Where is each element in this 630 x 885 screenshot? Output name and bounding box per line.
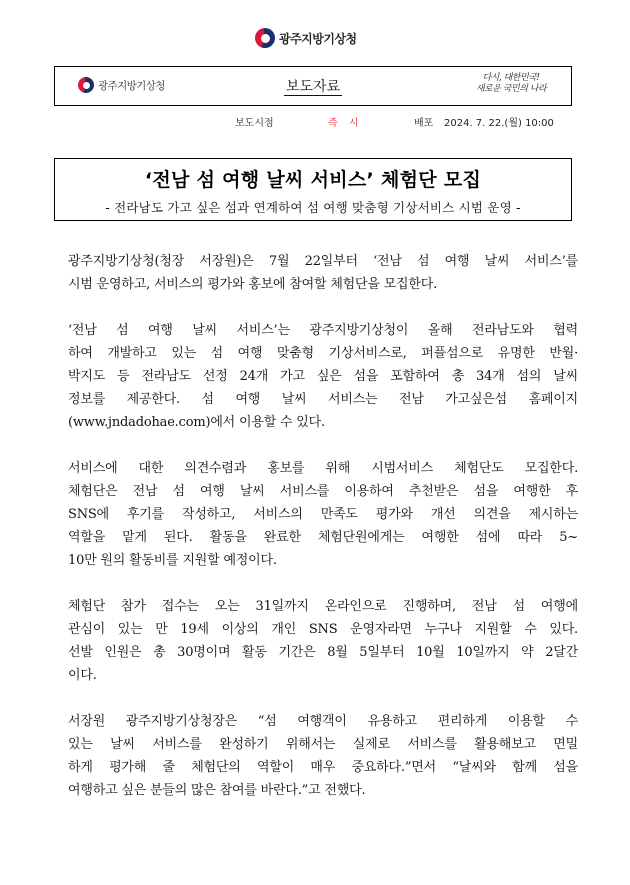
distribution-datetime: 2024. 7. 22.(월) 10:00 bbox=[444, 118, 554, 129]
text-line: 체험단 참가 접수는 오는 31일까지 온라인으로 진행하며, 전남 섬 여행에 bbox=[68, 599, 578, 614]
slogan-line-2: 새로운 국민의 나라 bbox=[475, 84, 547, 94]
taegeuk-emblem-icon bbox=[255, 28, 275, 48]
text-line: 정보를 제공한다. 섬 여행 날씨 서비스는 전남 가고싶은섬 홈페이지 bbox=[68, 392, 578, 407]
text-line: 시범 운영하고, 서비스의 평가와 홍보에 참여할 체험단을 모집한다. bbox=[68, 277, 438, 292]
document-type-label: 보도자료 bbox=[285, 79, 341, 95]
text-line: 광주지방기상청(청장 서장원)은 7월 22일부터 ‘전남 섬 여행 날씨 서비스’를 bbox=[68, 254, 578, 269]
government-slogan bbox=[473, 73, 549, 95]
text-line: (www.jndadohae.com)에서 이용할 수 있다. bbox=[68, 415, 325, 430]
headline-box bbox=[54, 158, 572, 221]
text-line: 선발 인원은 총 30명이며 활동 기간은 8월 5일부터 10월 10일까지 약 2달간 bbox=[68, 645, 578, 660]
headline: ‘전남 섬 여행 날씨 서비스’ 체험단 모집 bbox=[144, 169, 482, 191]
top-agency-name: 광주지방기상청 bbox=[279, 31, 357, 46]
text-line: 박지도 등 전라남도 선정 24개 가고 싶은 섬을 포함하여 총 34개 섬의 날씨 bbox=[68, 369, 578, 384]
paragraph-quote bbox=[54, 710, 578, 802]
text-line: 여행하고 싶은 분들의 많은 참여를 바란다.”고 전했다. bbox=[68, 783, 366, 798]
text-line: 서비스에 대한 의견수렴과 홍보를 위해 시범서비스 체험단도 모집한다. bbox=[68, 461, 578, 476]
text-line: 하여 개발하고 있는 섬 여행 맞춤형 기상서비스로, 퍼플섬으로 유명한 반월· bbox=[68, 346, 578, 361]
release-time-label: 보도시점 bbox=[235, 118, 274, 129]
article-body bbox=[54, 250, 578, 825]
text-line: 서장원 광주지방기상청장은 “섬 여행객이 유용하고 편리하게 이용할 수 bbox=[68, 714, 578, 729]
release-time-value: 즉 시 bbox=[328, 118, 363, 129]
text-line: 체험단은 전남 섬 여행 날씨 서비스를 이용하여 추천받은 섬을 여행한 후 bbox=[68, 484, 578, 499]
text-line: ‘전남 섬 여행 날씨 서비스’는 광주지방기상청이 올해 전라남도와 협력 bbox=[68, 323, 578, 338]
text-line: SNS에 후기를 작성하고, 서비스의 만족도 평가와 개선 의견을 제시하는 bbox=[68, 507, 578, 522]
subheadline: - 전라남도 가고 싶은 섬과 연계하여 섬 여행 맞춤형 기상서비스 시범 운영 - bbox=[105, 200, 521, 215]
slogan-line-1: 다시, 대한민국! bbox=[482, 73, 540, 83]
paragraph-service-description bbox=[54, 319, 578, 434]
distribution-label: 배포 bbox=[414, 118, 434, 129]
text-line: 있는 날씨 서비스를 완성하기 위해서는 실제로 서비스를 활용해보고 면밀 bbox=[68, 737, 578, 752]
press-release-header bbox=[54, 66, 572, 106]
text-line: 이다. bbox=[68, 668, 97, 683]
paragraph-application bbox=[54, 595, 578, 687]
top-agency-logo bbox=[255, 25, 357, 51]
text-line: 하게 평가해 줄 체험단의 역할이 매우 중요하다.”면서 “날씨와 함께 섬을 bbox=[68, 760, 578, 775]
header-agency-name: 광주지방기상청 bbox=[98, 79, 165, 92]
text-line: 역할을 맡게 된다. 활동을 완료한 체험단원에게는 여행한 섬에 따라 5~ bbox=[68, 530, 578, 545]
paragraph-intro bbox=[54, 250, 578, 296]
paragraph-recruitment bbox=[54, 457, 578, 572]
text-line: 관심이 있는 만 19세 이상의 개인 SNS 운영자라면 누구나 지원할 수 있다. bbox=[68, 622, 578, 637]
text-line: 10만 원의 활동비를 지원할 예정이다. bbox=[68, 553, 277, 568]
